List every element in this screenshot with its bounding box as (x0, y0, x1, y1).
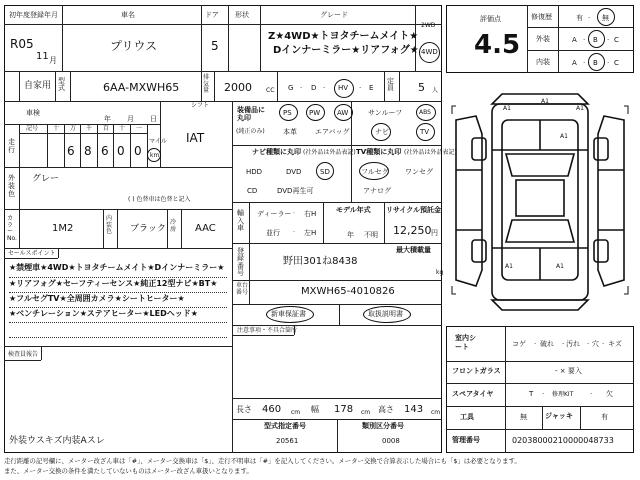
rule (580, 406, 581, 429)
capacity-label: 定員 (387, 77, 394, 92)
rule (446, 361, 634, 362)
height-label: 高さ (378, 405, 394, 414)
sales-point-line: ★禁煙車★4WD★トヨタチームメイト★Dインナーミラー★ (9, 263, 225, 272)
rule (4, 248, 232, 249)
ext-grade-c: C (614, 36, 619, 44)
import-right: 右H (304, 210, 317, 218)
tv-label: TV種類に丸印 (356, 148, 402, 156)
spare-item: T (529, 390, 534, 398)
rule (64, 124, 65, 167)
inspector-note: 外装ウスキズ内装Aスレ (9, 436, 105, 446)
equip-leather: 本革 (283, 128, 297, 136)
rule (181, 209, 182, 248)
seat-item: キズ (608, 340, 622, 348)
equip-aw: AW (337, 109, 349, 117)
recycle-unit: 円 (431, 229, 438, 237)
class-label: 類別区分番号 (362, 422, 404, 430)
rule (167, 209, 168, 248)
digit-label: 一 (136, 125, 143, 132)
grade-line-2: Dインナーミラー★リアフォグ★ (273, 45, 419, 56)
rule (277, 71, 278, 101)
inspection-day: 日 (150, 115, 157, 123)
width-label: 幅 (311, 405, 319, 414)
import-parallel: 並行 (266, 229, 280, 237)
inspector-label: 検査員報告 (8, 351, 39, 358)
ext-color-value: グレー (32, 174, 60, 184)
rule (80, 124, 81, 167)
tv-sub: (社外品は外品表記) (404, 149, 457, 156)
inspection-year: 年 (104, 115, 111, 123)
sales-point-line: ★フルセグTV★全周囲カメラ★シートヒーター★ (9, 294, 185, 303)
navi-dvd: DVD (286, 168, 302, 176)
import-label: 輸入車 (237, 209, 244, 233)
rule (232, 202, 442, 203)
month-unit: 月 (49, 56, 57, 65)
recycle-label: リサイクル預託金 (386, 206, 442, 214)
ext-grade-b: B (593, 36, 598, 44)
rule (542, 406, 543, 429)
seat-item: 破れ (540, 340, 554, 348)
equipment-label: 装備品に丸印 (237, 106, 265, 123)
navi-label: ナビ種類に丸印 (252, 148, 301, 156)
mileage-digit: 6 (101, 144, 109, 158)
navi-sub: (社外品は外品表記) (303, 149, 356, 156)
width-unit: cm (361, 409, 371, 416)
type-value: 20561 (276, 437, 299, 445)
doors-value: 5 (211, 39, 219, 53)
int-grade-b: B (593, 59, 598, 67)
model-year-unit: 年 (347, 231, 354, 239)
use-type: 自家用 (24, 81, 52, 91)
warranty-label: 新車保証書 (271, 310, 306, 318)
model-year-label: モデル年式 (336, 206, 371, 214)
cc-unit: CC (266, 87, 275, 94)
equip-airbag: エアバッグ (315, 128, 350, 136)
rule (4, 24, 442, 25)
rule (232, 280, 442, 281)
equip-navi: ナビ (375, 128, 389, 136)
drive-2wd: 2WD (421, 22, 436, 29)
color-code-value: 1M2 (52, 223, 74, 234)
interior-color-value: ブラック (130, 224, 166, 234)
rule (103, 209, 104, 248)
doors-label: ドア (205, 11, 219, 19)
import-left: 左H (304, 229, 317, 237)
length-value: 460 (262, 404, 282, 415)
mgmt-label: 管理番号 (452, 436, 480, 444)
tools-value: 無 (520, 413, 527, 421)
rule (232, 398, 442, 399)
int-grade-c: C (614, 59, 619, 67)
rule (4, 346, 232, 347)
rule (117, 209, 118, 248)
tv-fullseg: フルセグ (361, 168, 389, 176)
rule (527, 27, 634, 28)
grade-label: グレード (320, 11, 348, 19)
fuel-e: E (369, 84, 374, 92)
fuel-d: D (311, 84, 317, 92)
digit-label: 十 (119, 125, 126, 132)
rule (232, 145, 442, 146)
equip-abs: ABS (419, 109, 431, 116)
rule (201, 5, 202, 71)
class-value: 0008 (382, 437, 400, 445)
seat-item: コゲ (512, 340, 526, 348)
footer-line-2: また、メーター交換の条件を満たしていないものはメーター改ざん車扱いとなります。 (4, 467, 253, 475)
score-label: 評価点 (480, 15, 501, 23)
spare-item: 修理KIT (552, 391, 574, 398)
rule (19, 209, 20, 248)
rule (4, 209, 232, 210)
equip-sunroof: サンルーフ (368, 109, 403, 117)
rule (249, 202, 250, 243)
height-unit: cm (431, 409, 441, 416)
registration-label: 登録番号 (237, 247, 244, 278)
footer-line-1: 走行距離の記号欄に、メーター改ざん車は「#」、メーター交換車は「$」、走行不明車は「#」を記入してください。メーター交換で合算表示した場合にも「$」は必要となります。 (4, 457, 521, 465)
length-label: 長さ (236, 405, 252, 414)
max-load-unit: kg (436, 269, 444, 276)
repair-label: 修復歴 (531, 13, 552, 21)
seat-item: 汚れ (566, 340, 580, 348)
rule (19, 133, 147, 134)
rule (232, 243, 442, 244)
glass-label: フロントガラス (452, 367, 501, 375)
mgmt-value: 02038000210000048733 (512, 436, 614, 445)
ext-color-note: ( ) 色替車は色替と記入 (128, 196, 191, 203)
sales-point-line: ★リアフォグ★セーフティーセンス★純正12型ナビ★BT★ (9, 279, 218, 288)
notes-label: 注意事項・不具合箇所 (237, 327, 298, 334)
rule (58, 248, 59, 258)
damage-a1: A1 (576, 105, 584, 112)
digit-label-symbol: 記号 (26, 125, 39, 132)
rule (384, 202, 385, 243)
chassis-value: MXWH65-4010826 (301, 286, 395, 297)
capacity-value: 5 (418, 81, 425, 94)
model-year-unknown: 不明 (364, 231, 378, 239)
type-label: 型式指定番号 (264, 422, 306, 430)
rule (62, 5, 63, 71)
spare-label: スペアタイヤ (452, 390, 494, 398)
mileage-label: 走行 (8, 138, 15, 155)
fuel-hv: HV (338, 84, 349, 92)
rule (505, 326, 506, 453)
equipment-sub: (純正のみ) (236, 128, 265, 135)
equip-pw: PW (309, 109, 321, 117)
rule (147, 124, 148, 167)
car-name-label: 車名 (121, 11, 135, 19)
rule (4, 258, 58, 259)
manual-label: 取扱説明書 (368, 310, 403, 318)
grade-line-1: Z★4WD★トヨタチームメイト★ (268, 31, 419, 42)
repair-yes: 有 (576, 14, 583, 22)
rule (527, 5, 528, 73)
navi-sd: SD (320, 168, 330, 176)
ac-label: 冷房 (170, 219, 177, 233)
int-grade-label: 内装 (536, 58, 550, 66)
tv-oneseg: ワンセグ (405, 168, 433, 176)
model-value: 6AA-MXWH65 (103, 81, 180, 94)
rule (339, 304, 340, 325)
rule (47, 124, 48, 167)
fuel-g: G (288, 84, 294, 92)
rule (130, 124, 131, 167)
damage-a1: A1 (541, 98, 549, 105)
tools-label: 工具 (460, 413, 474, 421)
ext-color-label: 外装色 (8, 174, 15, 199)
jack-label: ジャッキ (545, 412, 573, 420)
rule (228, 5, 229, 71)
rule (446, 383, 634, 384)
rule (97, 124, 98, 167)
model-label: 型式 (58, 77, 65, 92)
import-dealer: ディーラー (257, 210, 292, 218)
first-reg-month: 11 (36, 51, 49, 62)
rule (446, 406, 634, 407)
rule (113, 124, 114, 167)
rule (384, 71, 385, 101)
shift-value: IAT (186, 131, 205, 145)
first-reg-label: 初年度登録年月 (9, 11, 58, 19)
rule (527, 50, 634, 51)
damage-a1: A1 (560, 133, 568, 140)
seat-item: 穴 (592, 340, 599, 348)
car-name: プリウス (110, 39, 158, 53)
digit-label: 万 (70, 125, 77, 132)
rule (446, 429, 634, 430)
digit-label: 千 (86, 125, 93, 132)
interior-color-label: 内装色 (106, 215, 113, 236)
score-value: 4.5 (474, 30, 521, 60)
first-reg-year: R05 (10, 37, 34, 51)
ext-grade-a: A (572, 36, 577, 44)
rule (201, 71, 202, 101)
car-damage-diagram (446, 80, 634, 320)
navi-dvd-play: DVD再生可 (277, 187, 314, 195)
rule (232, 325, 442, 326)
color-code-label: カラーNo. (7, 215, 17, 242)
damage-a1: A1 (503, 105, 511, 112)
disp-label: 排気量 (203, 74, 210, 95)
shift-label: シフト (191, 102, 210, 109)
rule (323, 202, 324, 243)
rule (19, 124, 20, 167)
recycle-value: 12,250 (393, 224, 432, 237)
registration-value: 野田301ね8438 (283, 256, 358, 267)
rule (294, 325, 295, 335)
displacement-value: 2000 (224, 81, 252, 94)
height-value: 143 (404, 404, 424, 415)
rule (4, 101, 442, 102)
equip-ps: PS (283, 109, 292, 117)
rule (4, 360, 41, 361)
navi-cd: CD (247, 187, 258, 195)
length-unit: cm (291, 409, 301, 416)
rule (19, 71, 20, 101)
inspection-month: 月 (127, 115, 134, 123)
damage-a1: A1 (556, 263, 564, 270)
persons-unit: 人 (432, 87, 439, 94)
seat-label: 室内シート (455, 334, 476, 352)
rule (214, 71, 215, 101)
spare-item: 欠 (606, 390, 613, 398)
mile-label: マイル (149, 138, 167, 145)
rule (558, 5, 559, 73)
drive-4wd: 4WD (421, 48, 438, 56)
shape-label: 形状 (235, 11, 249, 19)
rule (232, 304, 442, 305)
damage-a1: A1 (505, 263, 513, 270)
ac-value: AAC (195, 223, 216, 234)
max-load-label: 最大積載量 (396, 246, 431, 254)
rule (232, 335, 294, 336)
mileage-digit: 8 (84, 144, 92, 158)
rule (399, 71, 400, 101)
sales-points-label: セールスポイント (8, 250, 56, 257)
rule (260, 5, 261, 71)
inspection-label: 車検 (26, 109, 40, 117)
mileage-digit: 0 (117, 144, 125, 158)
rule (249, 243, 250, 280)
tv-analog: アナログ (363, 187, 391, 195)
mileage-digit: 6 (67, 144, 75, 158)
rule (55, 71, 56, 101)
rule (337, 419, 338, 453)
repair-no: 無 (602, 14, 609, 22)
sales-point-line: ★ベンチレーション★ステアヒーター★LEDヘッド★ (9, 309, 198, 318)
jack-value: 有 (601, 413, 608, 421)
glass-value: - × 要入 (555, 367, 582, 375)
navi-hdd: HDD (246, 168, 263, 176)
rule (351, 145, 352, 202)
ext-grade-label: 外装 (536, 35, 550, 43)
rule (249, 280, 250, 304)
km-label: km (150, 152, 160, 159)
rule (19, 167, 20, 209)
rule (4, 167, 232, 168)
digit-label: 十 (53, 125, 60, 132)
rule (232, 101, 233, 453)
mileage-digit: 0 (134, 144, 142, 158)
digit-label: 百 (103, 125, 110, 132)
int-grade-a: A (572, 59, 577, 67)
rule (41, 346, 42, 360)
rule (70, 71, 71, 101)
width-value: 178 (334, 404, 354, 415)
equip-tv: TV (420, 128, 430, 136)
chassis-label: 車台番号 (236, 282, 249, 296)
